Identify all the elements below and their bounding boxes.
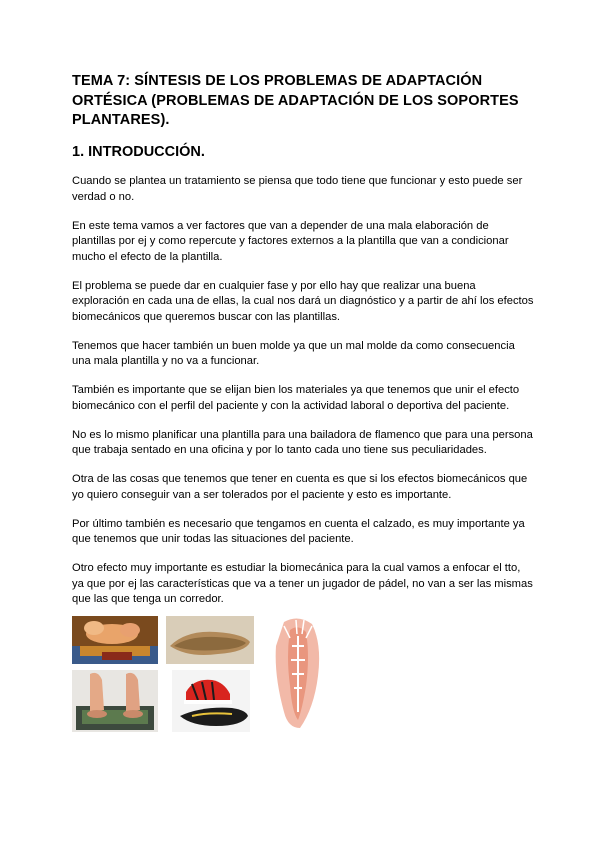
document-title: TEMA 7: SÍNTESIS DE LOS PROBLEMAS DE ADAPTACIÓN ORTÉSICA (PROBLEMAS DE ADAPTACIÓN DE LOS SOPORTES PLANTARES). [72,73,519,128]
red-shoe-with-insole-photo [172,670,250,732]
body-text [72,174,534,621]
paragraph: Por último también es necesario que tengamos en cuenta el calzado, es muy importante ya que tenemos que unir todas las situaciones del paciente. [72,517,525,545]
insole-photo [166,616,254,664]
foot-skeleton-photo [262,616,334,732]
paragraph: También es importante que se elijan bien los materiales ya que tenemos que unir el efecto biomecánico con el perfil del paciente y con la actividad laboral o deportiva del paciente. [72,384,520,412]
hands-molding-foot-photo [72,616,158,664]
photo-collage [72,616,334,732]
paragraph: Otra de las cosas que tenemos que tener en cuenta es que si los efectos biomecánicos que yo quiero conseguir van a ser tolerados por el paciente y esto es importante. [72,473,528,501]
paragraph: Tenemos que hacer también un buen molde ya que un mal molde da como consecuencia una mala plantilla y no va a funcionar. [72,339,515,367]
section-heading: 1. INTRODUCCIÓN. [72,144,205,160]
paragraph: Otro efecto muy importante es estudiar la biomecánica para la cual vamos a enfocar el tto, ya que por ej las características que va a tener un jugador de pádel, no van a ser las mismas que las que tenga un corredor. [72,562,533,605]
feet-on-scanner-photo [72,670,158,732]
paragraph: Cuando se plantea un tratamiento se piensa que todo tiene que funcionar y esto puede ser verdad o no. [72,175,523,203]
paragraph: No es lo mismo planificar una plantilla para una bailadora de flamenco que para una persona que trabaja sentado en una oficina y por lo tanto cada uno tiene sus peculiaridades. [72,428,533,456]
paragraph: El problema se puede dar en cualquier fase y por ello hay que realizar una buena exploración en cada una de ellas, la cual nos dará un diagnóstico y a partir de ahí los efectos biomecánicos que queremos buscar con las plantillas. [72,279,534,323]
paragraph: En este tema vamos a ver factores que van a depender de una mala elaboración de plantillas por ej y como repercute y factores externos a la plantilla que van a condicionar mucho el efecto de la plantilla. [72,219,509,263]
